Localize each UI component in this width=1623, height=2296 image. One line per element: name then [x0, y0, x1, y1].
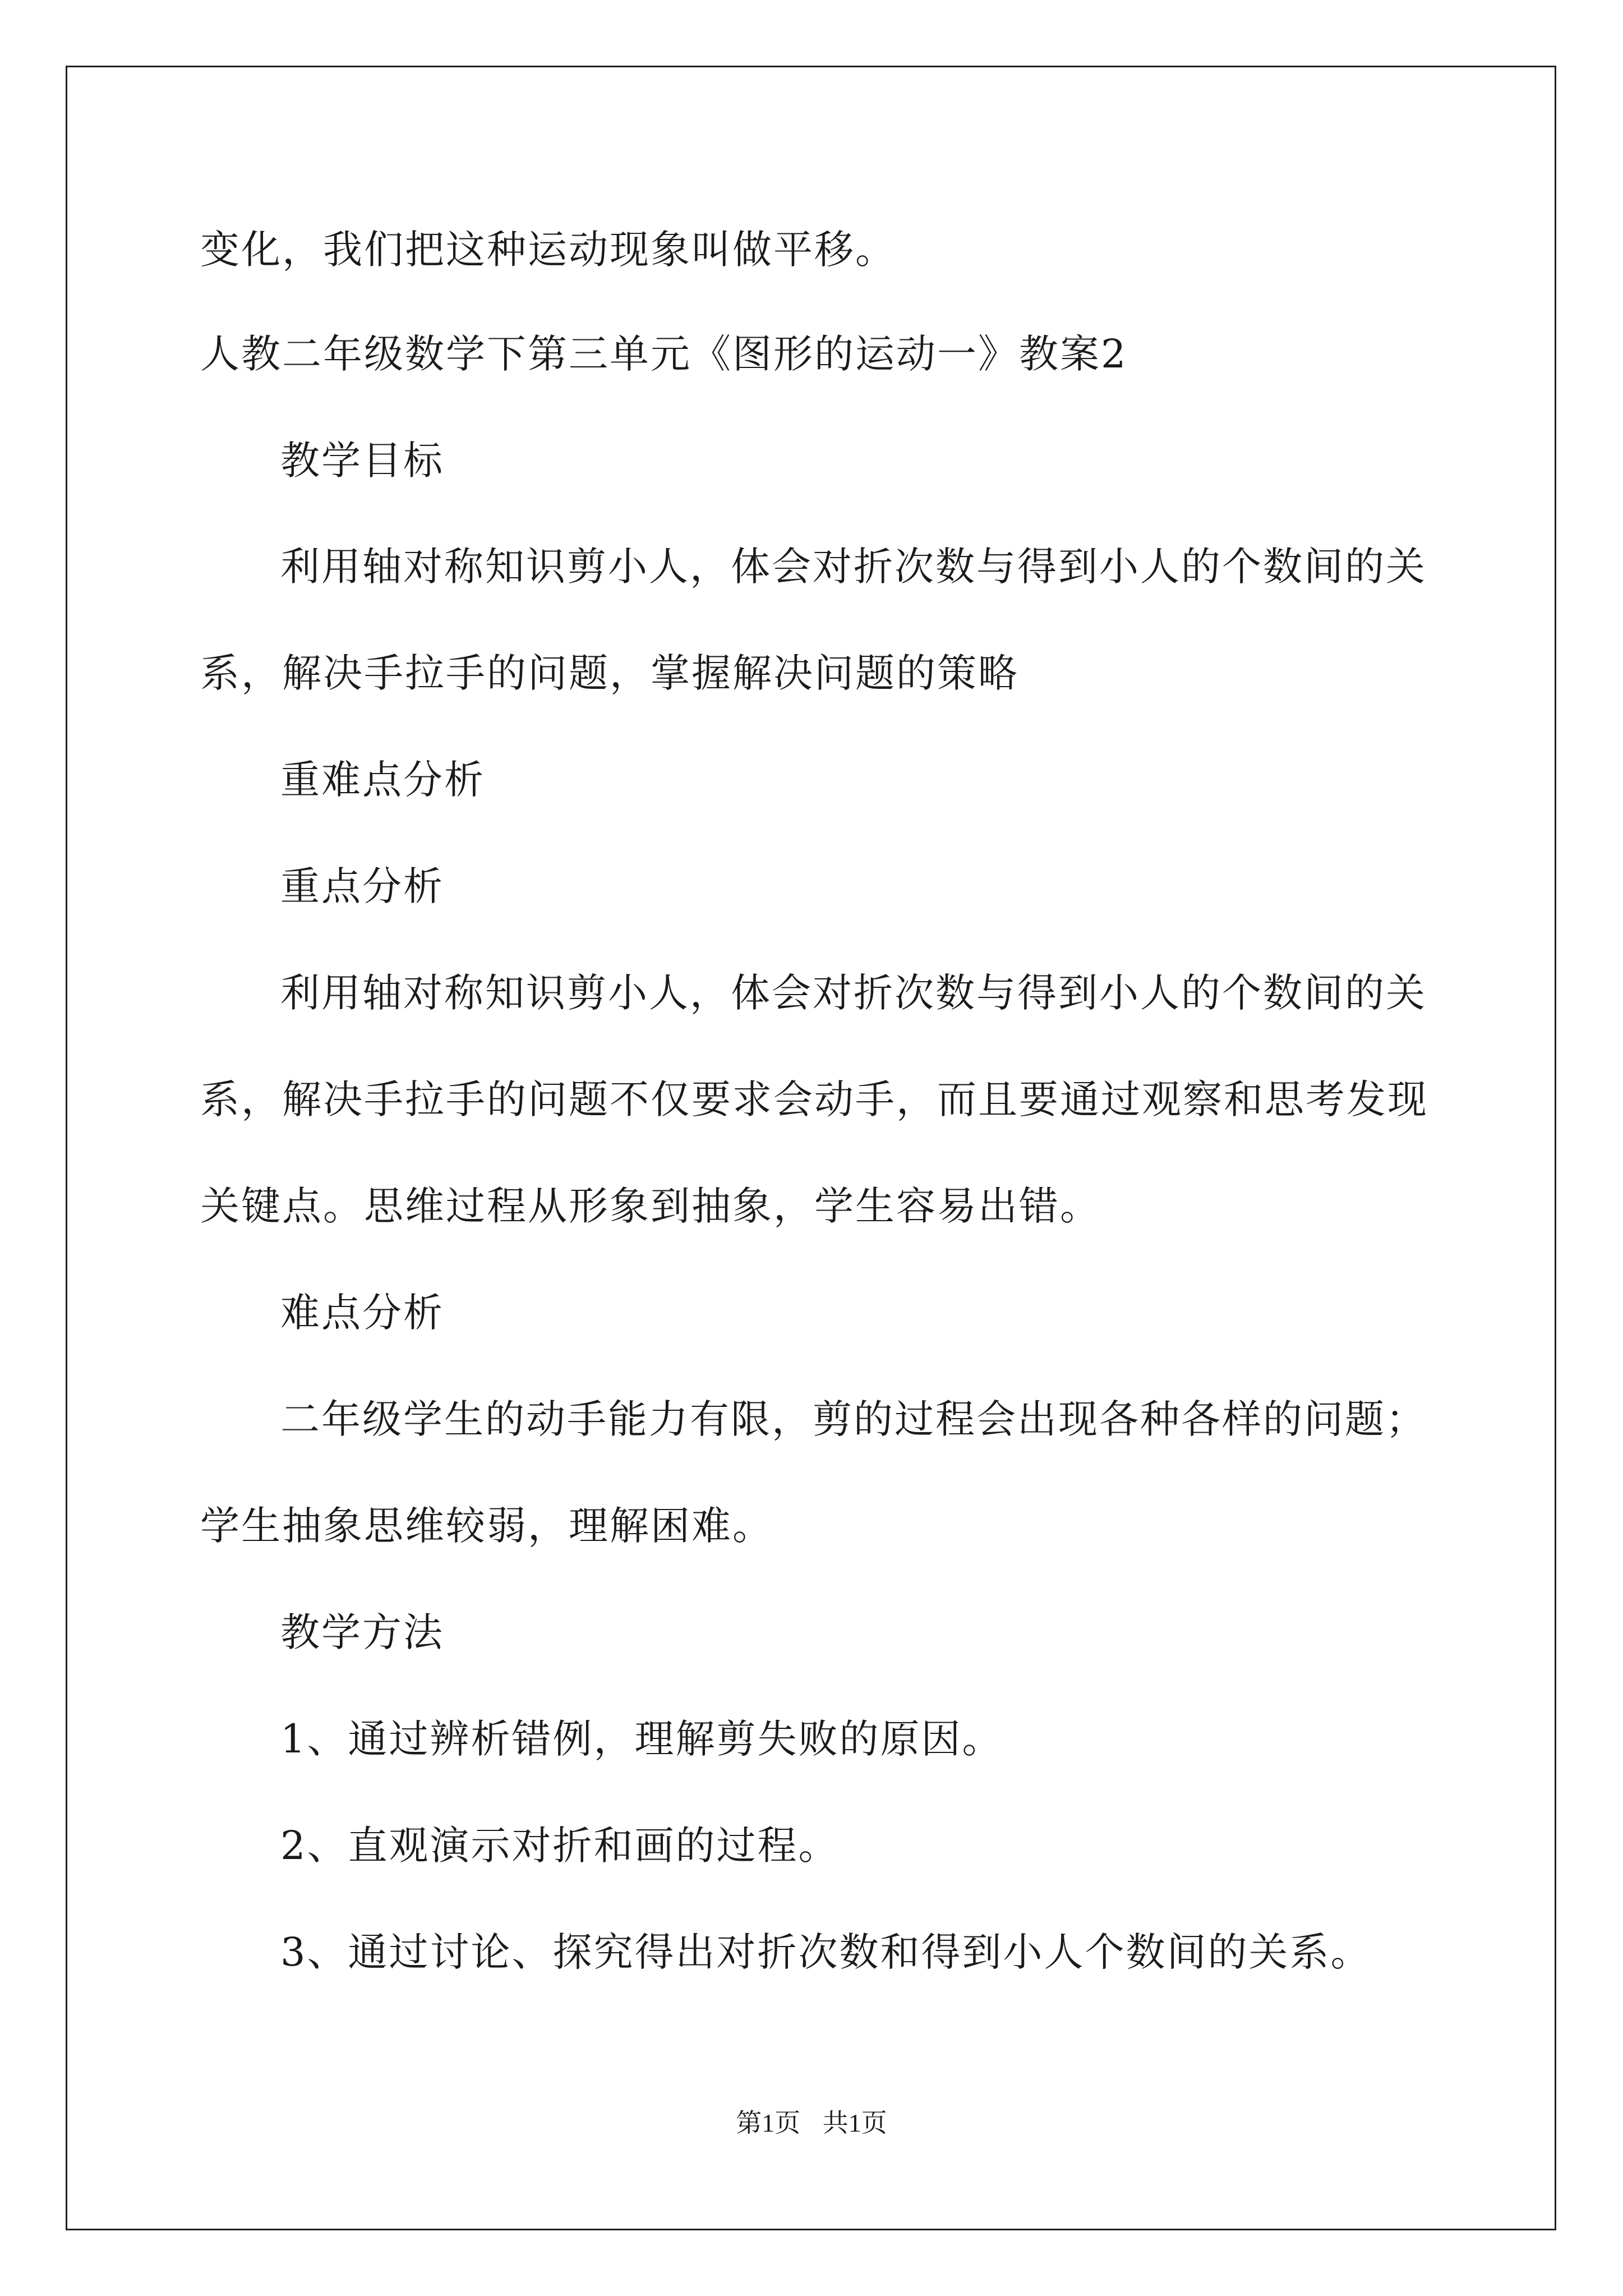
page-footer — [0, 2106, 1623, 2140]
text-line-12: 二年级学生的动手能力有限，剪的过程会出现各种各样的问题； — [280, 1396, 1427, 1442]
page-border — [66, 66, 1556, 2230]
heading-teaching-methods: 教学方法 — [280, 1609, 444, 1655]
text-line-9: 系，解决手拉手的问题不仅要求会动手，而且要通过观察和思考发现 — [200, 1076, 1428, 1122]
text-line-8: 利用轴对称知识剪小人，体会对折次数与得到小人的个数间的关 — [280, 970, 1427, 1016]
list-item-1: 1、通过辨析错例，理解剪失败的原因。 — [280, 1716, 1003, 1762]
text-line-5: 系，解决手拉手的问题，掌握解决问题的策略 — [200, 650, 1019, 696]
heading-key-points: 重点分析 — [280, 863, 444, 909]
section-title: 人教二年级数学下第三单元《图形的运动一》教案2 — [200, 331, 1128, 377]
heading-difficult-points: 难点分析 — [280, 1290, 444, 1336]
text-line-10: 关键点。思维过程从形象到抽象，学生容易出错。 — [200, 1183, 1101, 1229]
list-item-2: 2、直观演示对折和画的过程。 — [280, 1823, 840, 1869]
list-item-3: 3、通过讨论、探究得出对折次数和得到小人个数间的关系。 — [280, 1929, 1372, 1975]
text-line-4: 利用轴对称知识剪小人，体会对折次数与得到小人的个数间的关 — [280, 544, 1427, 590]
text-line-1: 变化，我们把这种运动现象叫做平移。 — [200, 227, 896, 273]
page-number-current: 第1页 — [736, 2109, 801, 2137]
heading-key-difficult-points: 重难点分析 — [280, 757, 485, 803]
page-number-total: 共1页 — [822, 2109, 887, 2137]
text-line-13: 学生抽象思维较弱，理解困难。 — [200, 1503, 773, 1549]
heading-teaching-goals: 教学目标 — [280, 438, 444, 484]
